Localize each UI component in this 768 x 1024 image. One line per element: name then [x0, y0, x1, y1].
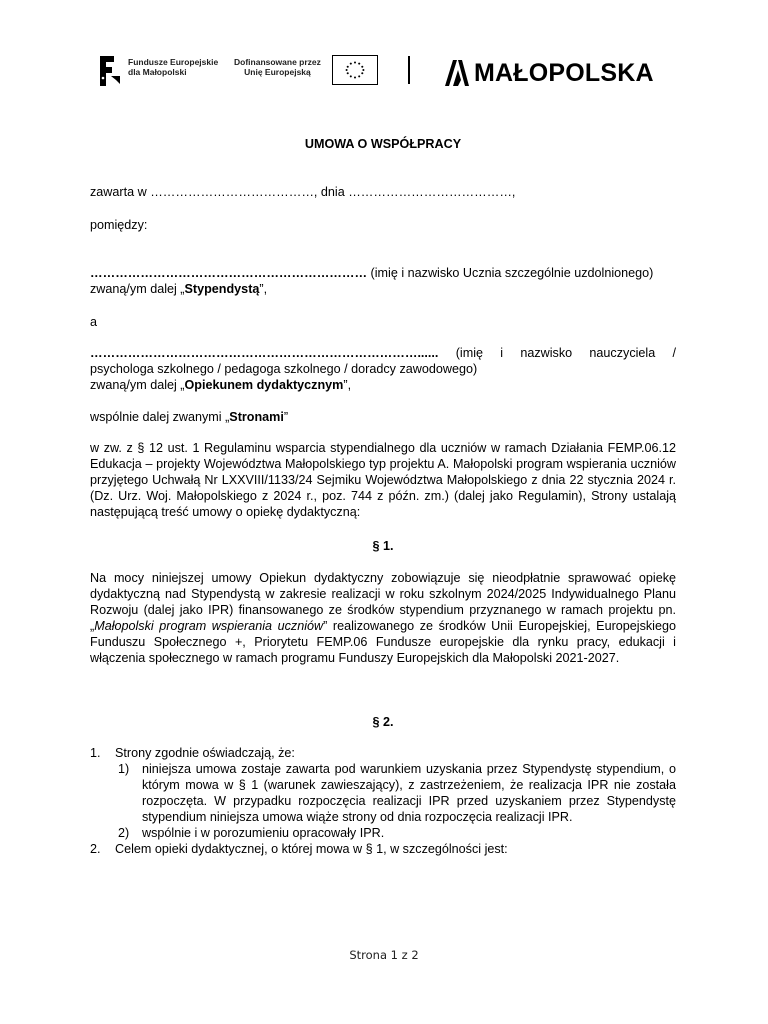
header-logos [98, 46, 670, 96]
list-subitem-number: 2) [118, 826, 130, 840]
list-item-number: 2. [90, 842, 101, 856]
jointly-line [90, 409, 676, 425]
tutor-description-2: psychologa szkolnego / pedagoga szkolnego / doradcy zawodowego) [90, 362, 478, 376]
program-name: Małopolski program wspierania uczniów [94, 619, 324, 633]
intro-paragraph: w zw. z § 12 ust. 1 Regulaminu wsparcia stypendialnego dla uczniów w ramach Działania FEMP.06.12 Edukacja – projekty Województwa Małopolskiego typ projektu A. Małopolski program wspierania uczniów przyjętego Uchwałą Nr LXXVIII/1133/24 Sejmiku Województwa Małopolskiego z dnia 22 stycznia 2024 r. (Dz. Urz. Woj. Małopolskiego z 2024 r., poz. 744 z późn. zm.) (dalej jako Regulamin), Strony ustalają następującą treść umowy o opiekę dydaktyczną: [90, 441, 676, 519]
document-title: UMOWA O WSPÓŁPRACY [304, 137, 462, 151]
tutor-called-prefix: zwaną/ym dalej „ [90, 378, 185, 392]
student-name-placeholder: ………………………………………………………… [90, 266, 368, 280]
eu-funding-text: Dofinansowane przez Unię Europejską [234, 57, 321, 77]
list-subitem-text: niniejsza umowa zostaje zawarta pod warunkiem uzyskania przez Stypendystę stypendium, o którym mowa w § 1 (warunek zawieszający), z zastrzeżeniem, że realizacja IPR nie została rozpoczęta. W przypadku rozpoczęcia realizacji IPR przed uzyskaniem przez Stypendystę stypendium niniejsza umowa wiąże strony od dnia rozpoczęcia realizacji IPR. [142, 762, 676, 824]
list-item-text: Celem opieki dydaktycznej, o której mowa w § 1, w szczególności jest: [115, 842, 508, 856]
page-number: Strona 1 z 2 [349, 948, 419, 962]
list-item-text: Strony zgodnie oświadczają, że: [115, 746, 295, 760]
section-2-list [90, 745, 676, 855]
malopolska-logo-icon [444, 56, 470, 88]
student-description: (imię i nazwisko Ucznia szczególnie uzdolnionego) [367, 266, 654, 280]
list-item-number: 1. [90, 746, 101, 760]
tutor-role-name: Opiekunem dydaktycznym [184, 378, 344, 392]
section-1-heading: § 1. [372, 539, 394, 553]
list-subitem-text: wspólnie i w porozumieniu opracowały IPR. [142, 826, 385, 840]
parties-name: Stronami [229, 410, 284, 424]
list-subitem [90, 825, 676, 841]
conjunction-a: a [90, 315, 98, 329]
student-called-suffix: ”, [259, 282, 268, 296]
section-1-paragraph [90, 570, 676, 666]
jointly-prefix: wspólnie dalej zwanymi „ [90, 410, 230, 424]
malopolska-wordmark: MAŁOPOLSKA [474, 59, 654, 87]
student-called-prefix: zwaną/ym dalej „ [90, 282, 185, 296]
logo-separator [408, 56, 410, 84]
list-subitem [90, 761, 676, 825]
eu-flag-icon [332, 55, 378, 85]
section-1-text-b: ” realizowanego ze środków Unii Europejskiej, Europejskiego Funduszu Społecznego +, Priorytetu FEMP.06 Fundusze europejskie dla rynku pracy, edukacji i włączenia społecznego w ramach programu Funduszy Europejskich dla Małopolski 2021-2027. [90, 619, 676, 665]
section-2-heading: § 2. [372, 715, 394, 729]
party-tutor-block [90, 345, 676, 393]
section-1-text-a: Na mocy niniejszej umowy Opiekun dydaktyczny zobowiązuje się nieodpłatnie sprawować opiekę dydaktyczną nad Stypendystą w zakresie realizacji w roku szkolnym 2024/2025 Indywidualnego Planu Rozwoju (dalej jako IPR) finansowanego ze środków stypendium przyznanego w ramach projektu pn. „ [90, 571, 676, 633]
list-item [90, 745, 676, 761]
list-subitem-number: 1) [118, 762, 130, 776]
contract-place-date-line: zawarta w …………………………………, dnia …………………………………, [90, 185, 516, 199]
tutor-called-suffix: ”, [343, 378, 352, 392]
between-label: pomiędzy: [90, 218, 148, 232]
student-role-name: Stypendystą [184, 282, 260, 296]
party-student-block [90, 265, 676, 297]
fundusze-europejskie-logo-icon [98, 54, 122, 88]
fundusze-europejskie-text: Fundusze Europejskie dla Małopolski [128, 57, 219, 77]
list-item [90, 841, 676, 857]
jointly-suffix: ” [283, 410, 289, 424]
tutor-description-1: (imię i nazwisko nauczyciela / [438, 346, 676, 360]
tutor-name-placeholder: ……………………………………………………………………...... [90, 346, 439, 360]
